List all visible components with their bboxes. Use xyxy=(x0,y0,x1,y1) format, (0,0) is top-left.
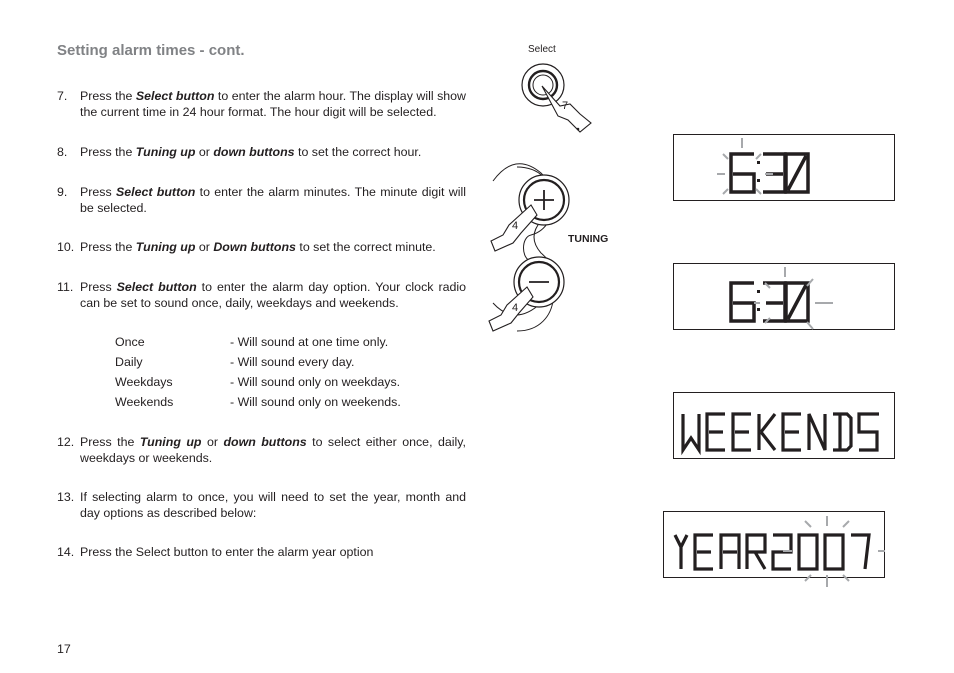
step-text-segment: or xyxy=(195,240,214,254)
lcd-display-year xyxy=(663,511,885,578)
emphasis-text: Select button xyxy=(135,89,215,103)
option-description: - Will sound at one time only. xyxy=(230,335,389,349)
page-number: 17 xyxy=(57,642,71,656)
step-text-segment: to enter the alarm minutes. The minute digit will be selected. xyxy=(80,185,466,215)
tuning-down-step-number: 4 xyxy=(512,302,519,314)
emphasis-text: down buttons xyxy=(223,435,307,449)
tuning-buttons-illustration xyxy=(485,163,600,338)
step-text xyxy=(80,240,466,256)
step-text-segment: to select either once, daily, weekdays or weekends. xyxy=(80,435,466,465)
step-number: 7. xyxy=(57,89,68,103)
emphasis-text: Tuning up xyxy=(139,435,202,449)
step-item xyxy=(57,240,466,256)
step-text xyxy=(80,185,466,216)
step-number: 12. xyxy=(57,435,75,449)
step-text-segment: Press the Select button to enter the alarm year option xyxy=(80,545,374,559)
step-text-segment: Press the xyxy=(80,145,136,159)
step-item xyxy=(57,490,466,521)
step-text xyxy=(80,145,466,161)
step-text-segment: Press the xyxy=(80,89,136,103)
emphasis-text: Select button xyxy=(116,280,197,294)
step-item xyxy=(57,280,466,311)
step-number: 14. xyxy=(57,545,75,559)
lcd-display-hour xyxy=(673,134,895,201)
emphasis-text: Tuning up xyxy=(135,145,196,159)
section-title: Setting alarm times - cont. xyxy=(57,42,245,59)
step-item xyxy=(57,145,466,161)
step-text-segment: Press the xyxy=(80,240,136,254)
option-description: - Will sound only on weekends. xyxy=(230,395,401,409)
step-number: 8. xyxy=(57,145,68,159)
step-text-segment: Press xyxy=(80,280,117,294)
emphasis-text: down buttons xyxy=(213,145,295,159)
option-name: Weekdays xyxy=(115,375,173,389)
emphasis-text: Select button xyxy=(115,185,196,199)
option-name: Once xyxy=(115,335,145,349)
step-text-segment: or xyxy=(201,435,224,449)
option-name: Daily xyxy=(115,355,143,369)
step-text xyxy=(80,89,466,120)
lcd-display-minute xyxy=(673,263,895,330)
option-description: - Will sound only on weekdays. xyxy=(230,375,401,389)
step-number: 9. xyxy=(57,185,68,199)
tuning-up-step-number: 4 xyxy=(512,220,519,232)
option-description: - Will sound every day. xyxy=(230,355,355,369)
emphasis-text: Down buttons xyxy=(213,240,296,254)
step-text xyxy=(80,435,466,466)
step-item xyxy=(57,89,466,120)
step-item xyxy=(57,545,466,561)
step-text xyxy=(80,280,466,311)
step-text-segment: Press the xyxy=(80,435,140,449)
lcd-display-weekends xyxy=(673,392,895,459)
step-number: 10. xyxy=(57,240,75,254)
step-text-segment: to set the correct minute. xyxy=(295,240,436,254)
step-item xyxy=(57,435,466,466)
step-text-segment: to set the correct hour. xyxy=(294,145,422,159)
emphasis-text: Tuning up xyxy=(135,240,196,254)
step-text-segment: to enter the alarm day option. Your clock radio can be set to sound once, daily, weekdays and weekends. xyxy=(80,280,466,310)
step-item xyxy=(57,185,466,216)
select-step-number: 7 xyxy=(562,100,569,112)
step-number: 11. xyxy=(57,280,74,294)
step-text-segment: Press xyxy=(80,185,116,199)
step-text-segment: or xyxy=(195,145,214,159)
step-text xyxy=(80,545,466,561)
step-text-segment: to enter the alarm hour. The display will show the current time in 24 hour format. The hour digit will be selected. xyxy=(80,89,466,119)
step-number: 13. xyxy=(57,490,75,504)
step-text-segment: If selecting alarm to once, you will need to set the year, month and day options as described below: xyxy=(80,490,466,520)
select-button-illustration xyxy=(520,60,600,135)
tuning-label: TUNING xyxy=(568,233,609,245)
step-text xyxy=(80,490,466,521)
option-name: Weekends xyxy=(115,395,174,409)
select-label: Select xyxy=(528,44,556,55)
